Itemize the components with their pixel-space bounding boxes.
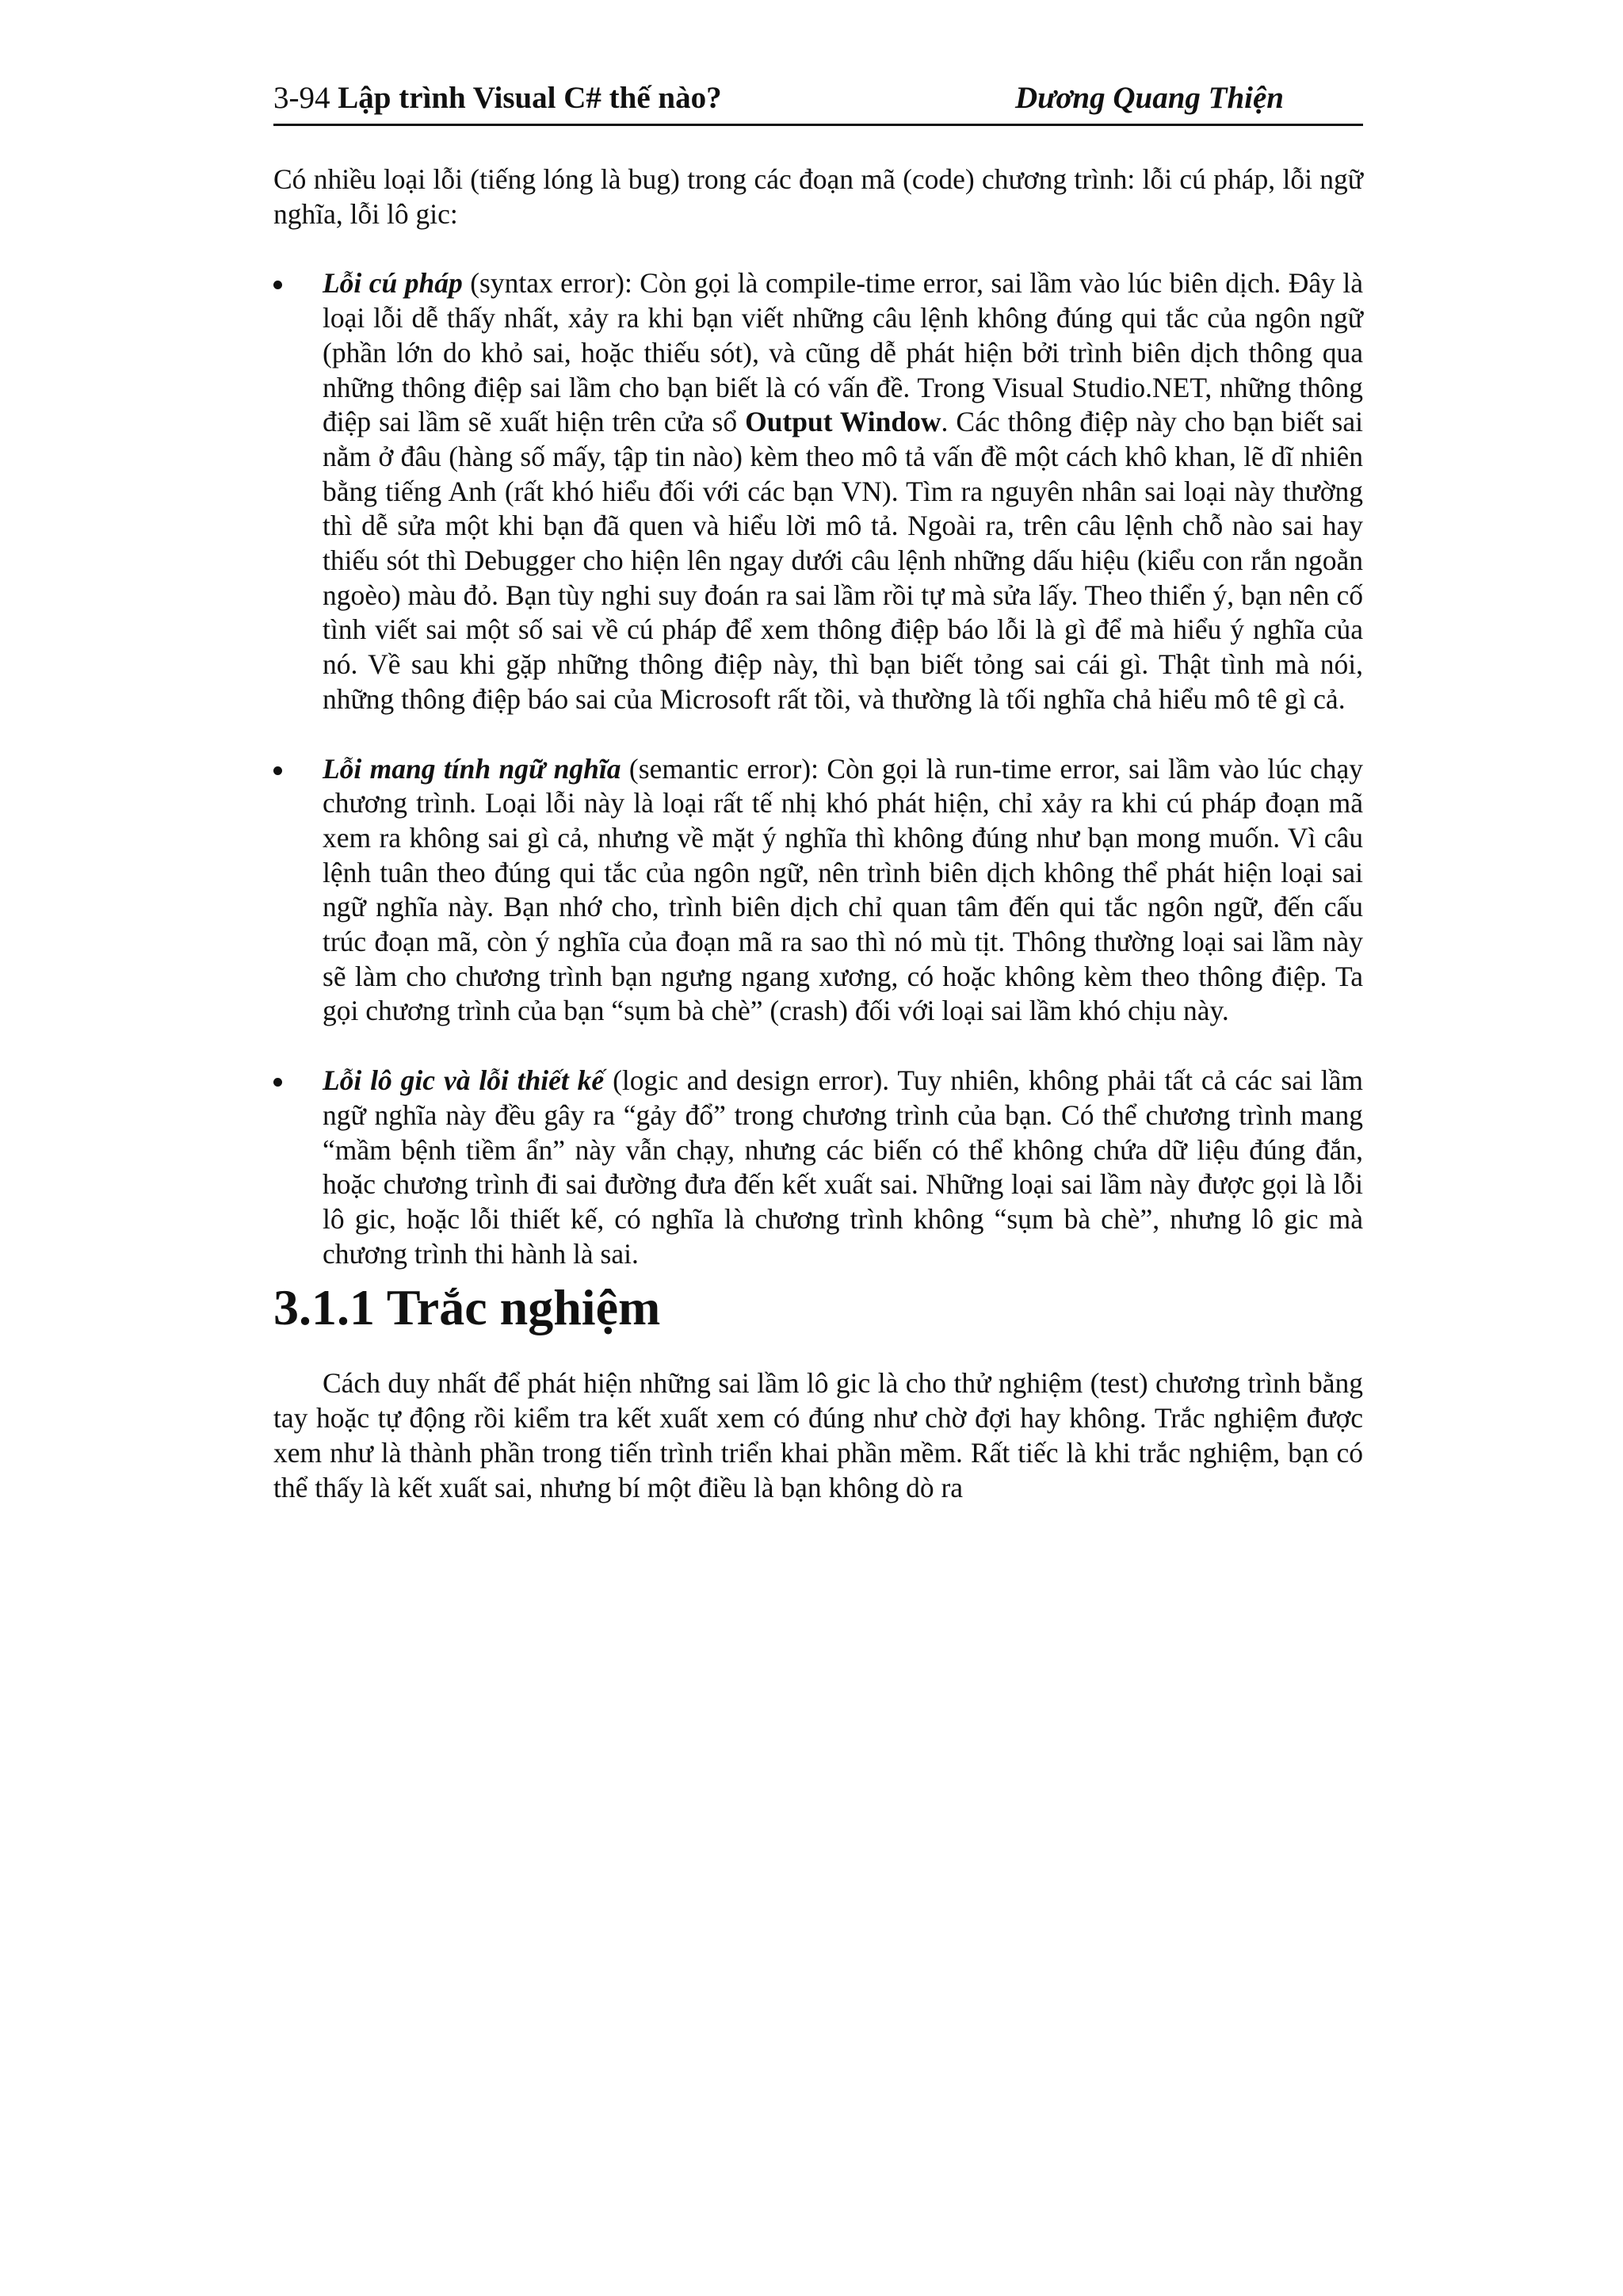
- author-name: Dương Quang Thiện: [1014, 81, 1284, 115]
- bullet-icon: [273, 766, 282, 775]
- bullet-icon: [273, 1078, 282, 1087]
- syntax-error-text: (syntax error): Còn gọi là compile-time error, sai lầm vào lúc biên dịch. Đây là loại lỗi dễ thấy nhất, xảy ra khi bạn viết những câu lệnh không đúng qui tắc của ngôn ngữ (phần lớn do khỏ sai, hoặc thiếu sót), và cũng dễ phát hiện bởi trình biên dịch thông qua những thông điệp sai lầm cho bạn biết là có vấn đề. Trong Visual Studio.NET, những thông điệp sai lầm sẽ xuất hiện trên cửa sổ: [323, 267, 1363, 438]
- intro-paragraph: Có nhiều loại lỗi (tiếng lóng là bug) trong các đoạn mã (code) chương trình: lỗi cú pháp, lỗi ngữ nghĩa, lỗi lô gic:: [273, 163, 1363, 230]
- term-logic-error: Lỗi lô gic và lỗi thiết kế: [323, 1064, 605, 1097]
- section-heading: 3.1.1 Trắc nghiệm: [273, 1279, 661, 1336]
- bullet-icon: [273, 281, 282, 289]
- list-item-syntax-error: [273, 266, 1363, 716]
- book-title: Lập trình Visual C# thế nào?: [338, 81, 722, 115]
- header-left: [273, 73, 722, 124]
- page-number: 3-94: [273, 81, 330, 115]
- list-item-semantic-error: [273, 752, 1363, 1030]
- output-window-label: Output Window: [745, 406, 941, 438]
- semantic-error-text: (semantic error): Còn gọi là run-time error, sai lầm vào lúc chạy chương trình. Loại lỗi này là loại rất tế nhị khó phát hiện, chỉ xảy ra khi cú pháp đoạn mã xem ra không sai gì cả, nhưng về mặt ý nghĩa thì không đúng như bạn mong muốn. Vì câu lệnh tuân theo đúng qui tắc của ngôn ngữ, nên trình biên dịch không thể phát hiện loại sai ngữ nghĩa này. Bạn nhớ cho, trình biên dịch chỉ quan tâm đến qui tắc ngôn ngữ, đến cấu trúc đoạn mã, còn ý nghĩa của đoạn mã ra sao thì nó mù tịt. Thông thường loại sai lầm này sẽ làm cho chương trình bạn ngưng ngang xương, có hoặc không kèm theo thông điệp. Ta gọi chương trình của bạn “sụm bà chè” (crash) đối với loại sai lầm khó chịu này.: [323, 752, 1363, 1027]
- running-header: [273, 73, 1363, 126]
- section-body-paragraph: Cách duy nhất để phát hiện những sai lầm lô gic là cho thử nghiệm (test) chương trình bằng tay hoặc tự động rồi kiểm tra kết xuất xem có đúng như chờ đợi hay không. Trắc nghiệm được xem như là thành phần trong tiến trình triển khai phần mềm. Rất tiếc là khi trắc nghiệm, bạn có thể thấy là kết xuất sai, nhưng bí một điều là bạn không dò ra: [273, 1367, 1363, 1503]
- error-types-list: [273, 266, 1363, 1271]
- syntax-error-text-continued: . Các thông điệp này cho bạn biết sai nằm ở đâu (hàng số mấy, tập tin nào) kèm theo mô tả vấn đề một cách khô khan, lẽ dĩ nhiên bằng tiếng Anh (rất khó hiểu đối với các bạn VN). Tìm ra nguyên nhân sai loại này thường thì dễ sửa một khi bạn đã quen và hiểu lời mô tả. Ngoài ra, trên câu lệnh chỗ nào sai hay thiếu sót thì Debugger cho hiện lên ngay dưới câu lệnh những dấu hiệu (kiểu con rắn ngoằn ngoèo) màu đỏ. Bạn tùy nghi suy đoán ra sai lầm rồi tự mà sửa lấy. Theo thiển ý, bạn nên cố tình viết sai một số sai về cú pháp để xem thông điệp báo lỗi là gì để mà hiểu ý nghĩa của nó. Về sau khi gặp những thông điệp này, thì bạn biết tỏng sai cái gì. Thật tình mà nói, những thông điệp báo sai của Microsoft rất tồi, và thường là tối nghĩa chả hiểu mô tê gì cả.: [323, 406, 1363, 715]
- list-item-logic-error: [273, 1064, 1363, 1271]
- document-page: [273, 73, 1363, 1505]
- term-syntax-error: Lỗi cú pháp: [323, 267, 463, 300]
- logic-error-text: (logic and design error). Tuy nhiên, không phải tất cả các sai lầm ngữ nghĩa này đều gây ra “gảy đổ” trong chương trình của bạn. Có thể chương trình mang “mầm bệnh tiềm ẩn” này vẫn chạy, nhưng các biến có thể không chứa dữ liệu đúng đắn, hoặc chương trình đi sai đường đưa đến kết xuất sai. Những loại sai lầm này được gọi là lỗi lô gic, hoặc lỗi thiết kế, có nghĩa là chương trình không “sụm bà chè”, nhưng lô gic mà chương trình thi hành là sai.: [323, 1064, 1364, 1270]
- term-semantic-error: Lỗi mang tính ngữ nghĩa: [323, 752, 621, 785]
